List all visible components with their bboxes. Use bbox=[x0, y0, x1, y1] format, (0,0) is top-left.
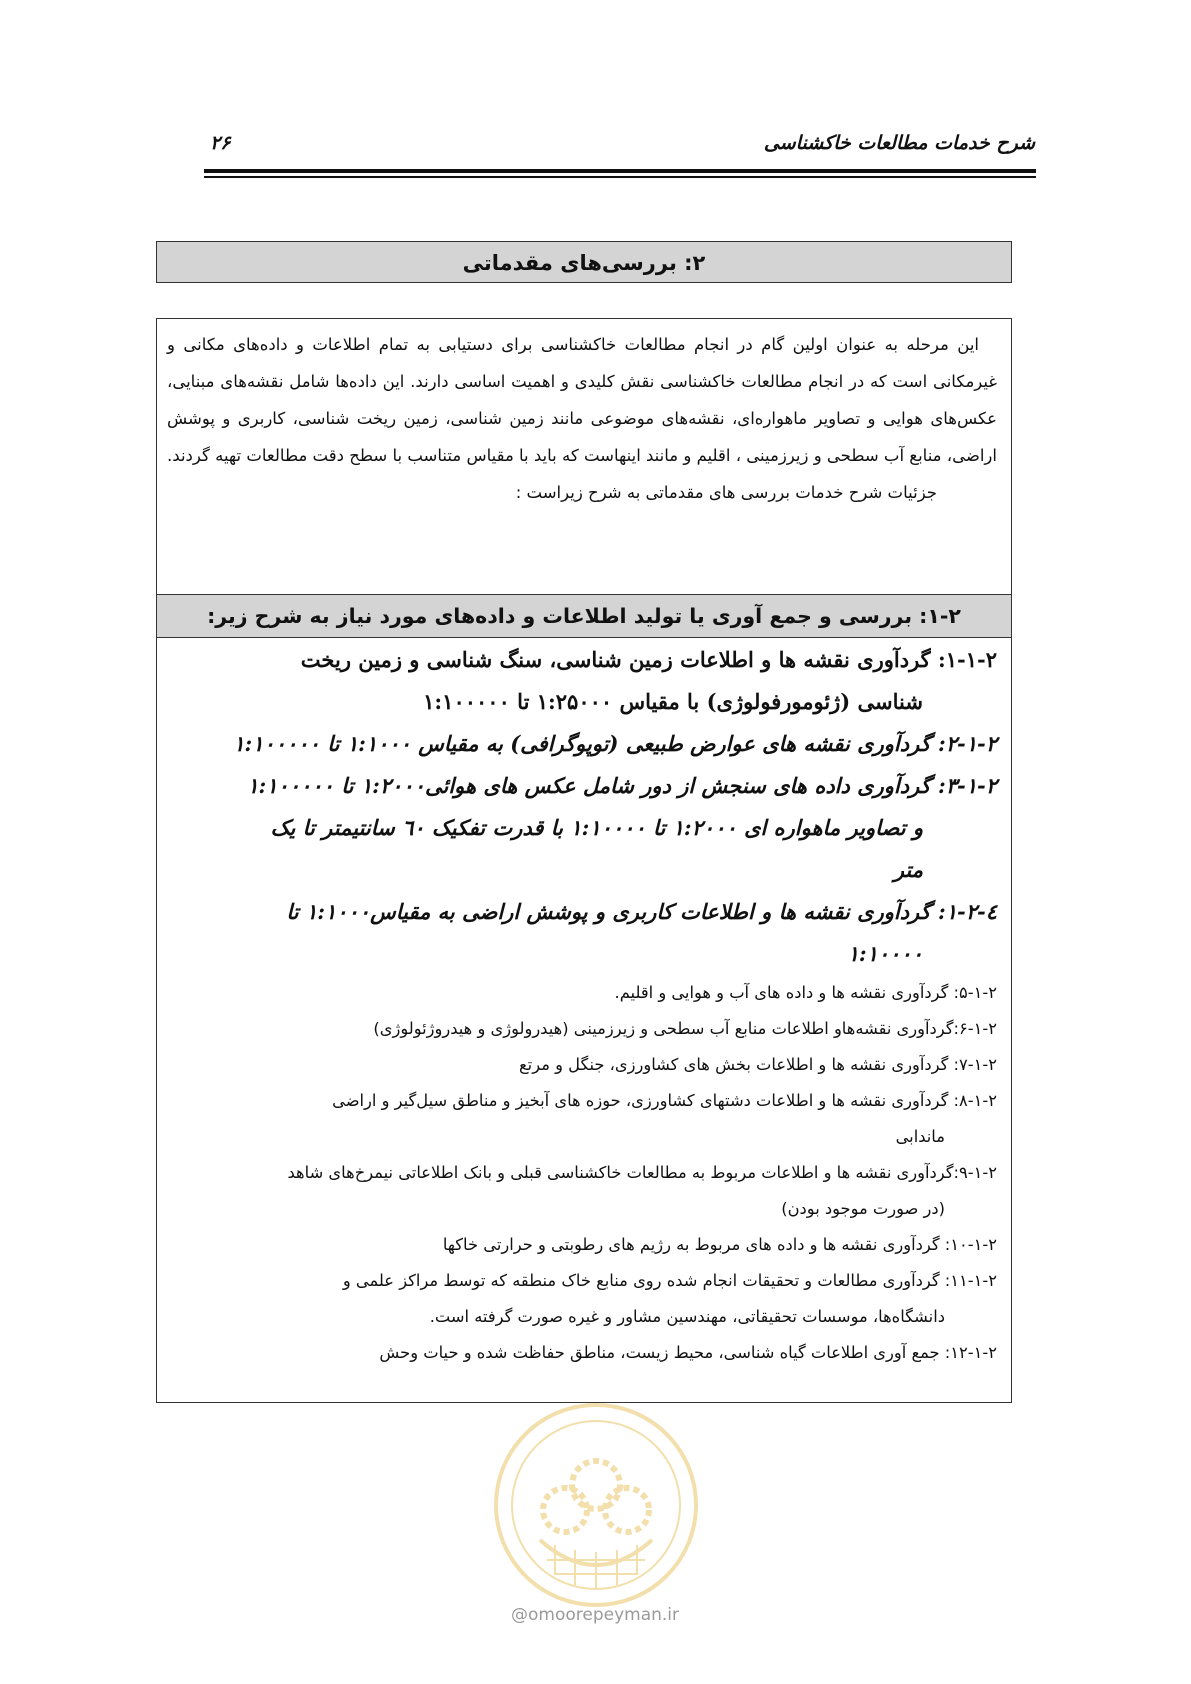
content-box bbox=[156, 318, 1012, 1403]
item-continuation: دانشگاه‌ها، موسسات تحقیقاتی، مهندسین مشاور و غیره صورت گرفته است. bbox=[429, 1307, 945, 1326]
list-item bbox=[165, 1335, 997, 1371]
list-item bbox=[165, 1227, 997, 1263]
item-text: ۹-۱-۲:گردآوری نقشه ها و اطلاعات مربوط به مطالعات خاکشناسی قبلی و بانک اطلاعاتی نیمرخ‌های شاهد bbox=[287, 1163, 997, 1182]
header-rule-thin bbox=[204, 176, 1036, 178]
intro-text bbox=[167, 326, 997, 511]
list-item bbox=[165, 1083, 997, 1155]
item-text: ۶-۱-۲:گردآوری نقشه‌هاو اطلاعات منابع آب سطحی و زیرزمینی (هیدرولوژی و هیدروژئولوژی) bbox=[373, 1019, 997, 1038]
list-item bbox=[165, 975, 997, 1011]
item-continuation: ۱:۱۰۰۰۰ bbox=[847, 941, 923, 966]
page-header bbox=[180, 128, 1035, 162]
item-continuation: ماندابی bbox=[895, 1127, 945, 1146]
section-title: ۲: بررسی‌های مقدماتی bbox=[156, 241, 1012, 283]
item-text: ۵-۱-۲: گردآوری نقشه ها و داده های آب و هوایی و اقلیم. bbox=[614, 983, 997, 1002]
list-item bbox=[165, 1155, 997, 1227]
item-continuation: شناسی (ژئومورفولوژی) با مقیاس ۱:۲۵۰۰۰ تا ۱:۱۰۰۰۰۰ bbox=[423, 689, 923, 714]
item-text: ۱۱-۱-۲: گردآوری مطالعات و تحقیقات انجام شده روی منابع خاک منطقه که توسط مراکز علمی و bbox=[342, 1271, 997, 1290]
list-item bbox=[165, 1263, 997, 1335]
item-continuation: متر bbox=[893, 857, 923, 882]
list-item bbox=[165, 639, 997, 723]
watermark-site: @omoorepeyman.ir bbox=[510, 1605, 680, 1625]
list-item bbox=[165, 1011, 997, 1047]
page-number: ۲۶ bbox=[210, 132, 231, 154]
item-text: ۷-۱-۲: گردآوری نقشه ها و اطلاعات بخش های کشاورزی، جنگل و مرتع bbox=[519, 1055, 997, 1074]
item-continuation: و تصاویر ماهواره ای ۱:۲۰۰۰ تا ۱:۱۰۰۰۰ با قدرت تفکیک ٦٠ سانتیمتر تا یک bbox=[270, 815, 923, 840]
running-title: شرح خدمات مطالعات خاکشناسی bbox=[763, 132, 1035, 154]
item-text: ۲-۱-۲: گردآوری نقشه های عوارض طبیعی (توپوگرافی) به مقیاس ۱:۱۰۰۰ تا ۱:۱۰۰۰۰۰ bbox=[233, 731, 997, 756]
item-text: ۱۰-۱-۲: گردآوری نقشه ها و داده های مربوط به رژیم های رطوبتی و حرارتی خاکها bbox=[442, 1235, 997, 1254]
details-line: جزئیات شرح خدمات بررسی های مقدماتی به شرح زیراست : bbox=[515, 483, 937, 502]
subsection-title: ۱-۲: بررسی و جمع آوری یا تولید اطلاعات و داده‌های مورد نیاز به شرح زیر: bbox=[157, 594, 1011, 638]
list-item bbox=[165, 723, 997, 765]
watermark-seal-icon bbox=[485, 1390, 707, 1620]
list-item bbox=[165, 891, 997, 975]
item-text: ٤-۱-۲: گردآوری نقشه ها و اطلاعات کاربری و پوشش اراضی به مقیاس۱:۱۰۰۰ تا bbox=[286, 899, 997, 924]
item-text: ۱۲-۱-۲: جمع آوری اطلاعات گیاه شناسی، محیط زیست، مناطق حفاظت شده و حیات وحش bbox=[379, 1343, 997, 1362]
item-text: ۸-۱-۲: گردآوری نقشه ها و اطلاعات دشتهای کشاورزی، حوزه های آبخیز و مناطق سیل‌گیر و اراضی bbox=[332, 1091, 997, 1110]
intro-paragraph: این مرحله به عنوان اولین گام در انجام مطالعات خاکشناسی برای دستیابی به تمام اطلاعات و داده‌های مکانی و غیرمکانی است که در انجام مطالعات خاکشناسی نقش کلیدی و اهمیت اساسی دارند. این داده‌ها شامل نقشه‌های مبنایی، عکس‌های هوایی و تصاویر ماهواره‌ای، نقشه‌های موضوعی مانند زمین شناسی، زمین ریخت شناسی، کاربری و پوشش اراضی، منابع آب سطحی و زیرزمینی ، اقلیم و مانند اینهاست که باید با مقیاس متناسب با سطح دقت مطالعات تهیه گردند. bbox=[167, 335, 997, 465]
items-list bbox=[165, 639, 997, 1371]
list-item bbox=[165, 765, 997, 891]
item-text: ۱-۱-۲: گردآوری نقشه ها و اطلاعات زمین شناسی، سنگ شناسی و زمین ریخت bbox=[300, 647, 997, 672]
item-continuation: (در صورت موجود بودن) bbox=[781, 1199, 945, 1218]
header-rule-thick bbox=[204, 169, 1036, 173]
item-text: ۳-۱-۲: گردآوری داده های سنجش از دور شامل عکس های هوائی۱:۲۰۰۰ تا ۱:۱۰۰۰۰۰ bbox=[247, 773, 997, 798]
list-item bbox=[165, 1047, 997, 1083]
